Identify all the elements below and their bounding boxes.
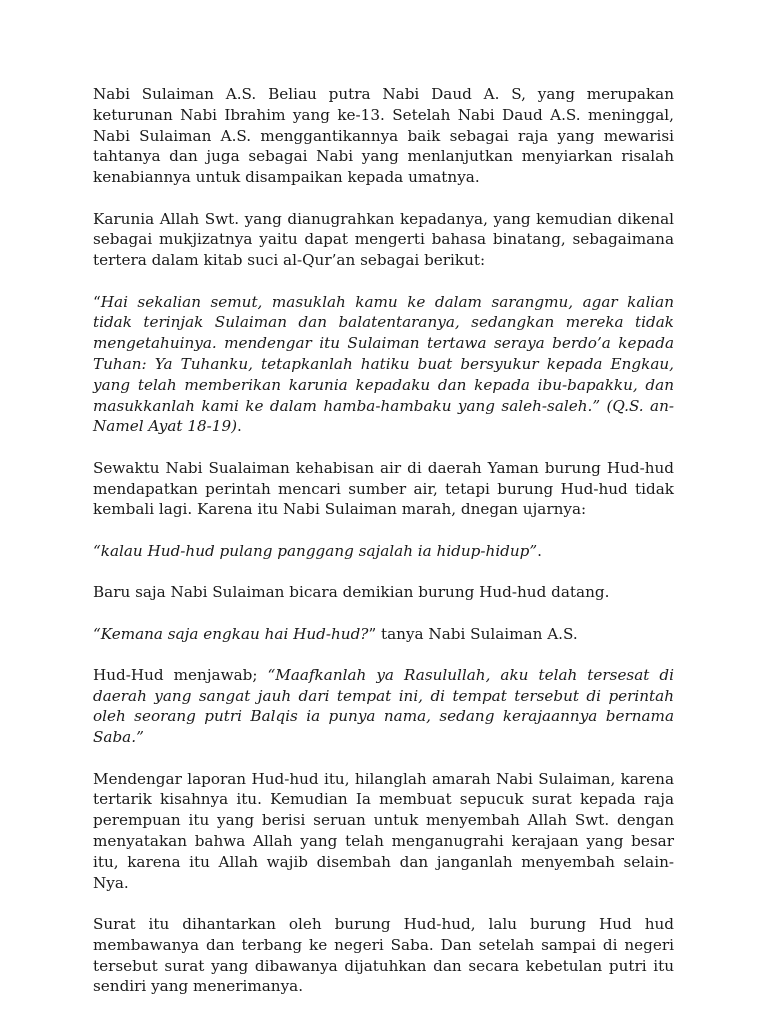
- paragraph-9: [93, 769, 674, 894]
- closing-period: .: [237, 417, 242, 436]
- paragraph-4: [93, 458, 674, 520]
- paragraph-text: Karunia Allah Swt. yang dianugrahkan kepadanya, yang kemudian dikenal sebagai mukjizatnya yaitu dapat mengerti bahasa binatang, sebagaimana tertera dalam kitab suci al-Qur’an sebagai berikut:: [93, 209, 674, 270]
- speaker-text: ” tanya Nabi Sulaiman A.S.: [368, 624, 578, 643]
- closing-period: .: [537, 541, 542, 560]
- quote-paragraph-hudhud-answer: [93, 665, 674, 748]
- paragraph-text: Sewaktu Nabi Sualaiman kehabisan air di daerah Yaman burung Hud-hud mendapatkan perintah mencari sumber air, tetapi burung Hud-hud tidak kembali lagi. Karena itu Nabi Sulaiman marah, dnegan ujarnya:: [93, 458, 674, 519]
- paragraph-1: [93, 84, 674, 188]
- paragraph-text: Mendengar laporan Hud-hud itu, hilanglah amarah Nabi Sulaiman, karena tertarik kisahnya itu. Kemudian Ia membuat sepucuk surat kepada raja perempuan itu yang berisi seruan untuk menyembah Allah Swt. dengan menyatakan bahwa Allah yang telah menganugrahi kerajaan yang besar itu, karena itu Allah wajib disembah dan janganlah menyembah selain-Nya.: [93, 769, 674, 892]
- quote-paragraph-quran: [93, 292, 674, 438]
- quote-text: Hai sekalian semut, masuklah kamu ke dalam sarangmu, agar kalian tidak terinjak Sulaiman dan balatentaranya, sedangkan mereka tidak mengetahuinya. mendengar itu Sulaiman tertawa seraya berdo’a kepada Tuhan: Ya Tuhanku, tetapkanlah hatiku buat bersyukur kepada Engkau, yang telah memberikan karunia kepadaku dan kepada ibu-bapakku, dan masukkanlah kami ke dalam hamba-hambaku yang saleh-saleh.” (Q.S. an-Namel Ayat 18-19): [93, 292, 674, 436]
- open-quote: “: [93, 292, 101, 311]
- quote-paragraph-sulaiman-anger: [93, 541, 674, 562]
- quote-text: “Maafkanlah ya Rasulullah, aku telah tersesat di daerah yang sangat jauh dari tempat ini, di tempat tersebut di perintah oleh seorang putri Balqis ia punya nama, sedang kerajaannya bernama Saba.”: [93, 665, 674, 747]
- quote-paragraph-question: [93, 624, 674, 645]
- paragraph-6: [93, 582, 674, 603]
- paragraph-text: Surat itu dihantarkan oleh burung Hud-hud, lalu burung Hud hud membawanya dan terbang ke negeri Saba. Dan setelah sampai di negeri tersebut surat yang dibawanya dijatuhkan dan secara kebetulan putri itu sendiri yang menerimanya.: [93, 915, 674, 996]
- quote-text: “Kemana saja engkau hai Hud-hud?: [93, 624, 369, 643]
- quote-text: “kalau Hud-hud pulang panggang sajalah ia hidup-hidup”: [93, 541, 538, 560]
- paragraph-text: Baru saja Nabi Sulaiman bicara demikian burung Hud-hud datang.: [93, 583, 610, 602]
- paragraph-2: [93, 209, 674, 271]
- paragraph-text: Nabi Sulaiman A.S. Beliau putra Nabi Daud A. S, yang merupakan keturunan Nabi Ibrahim yang ke-13. Setelah Nabi Daud A.S. meninggal, Nabi Sulaiman A.S. menggantikannya baik sebagai raja yang mewarisi tahtanya dan juga sebagai Nabi yang menlanjutkan menyiarkan risalah kenabiannya untuk disampaikan kepada umatnya.: [93, 85, 674, 187]
- paragraph-10: [93, 914, 674, 997]
- speaker-text: Hud-Hud menjawab;: [93, 665, 268, 684]
